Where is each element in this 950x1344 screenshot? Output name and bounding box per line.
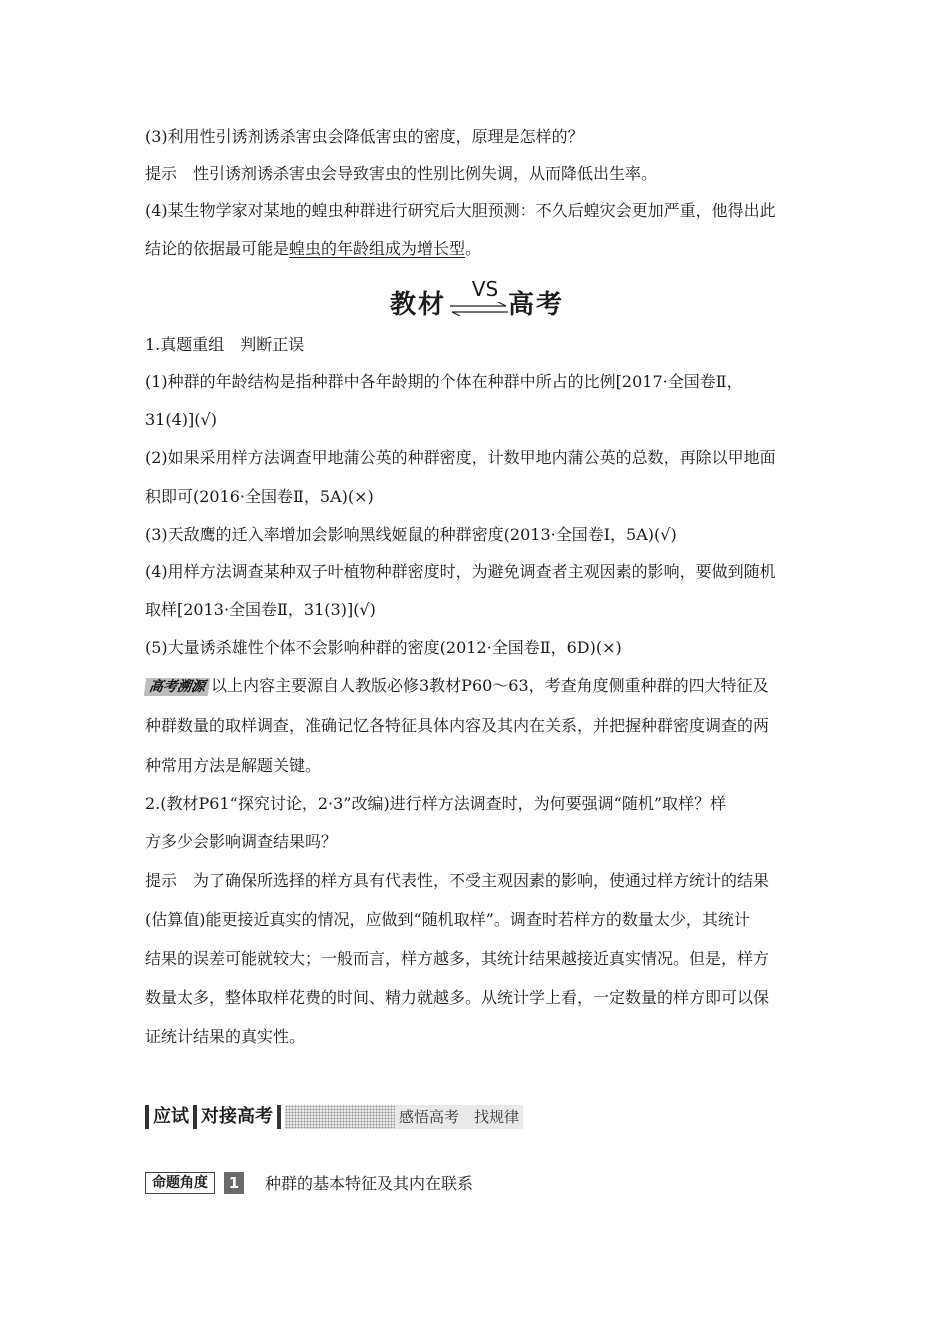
item2-line1: (2)如果采用样方法调查甲地蒲公英的种群密度，计数甲地内蒲公英的总数，再除以甲地面 (145, 448, 776, 467)
source-line2: 种群数量的取样调查，准确记忆各特征具体内容及其内在关系，并把握种群密度调查的两 (145, 716, 770, 735)
section1-title: 1.真题重组 判断正误 (145, 335, 305, 354)
angle-number: 1 (224, 1172, 244, 1194)
q2-line2: 方多少会影响调查结果吗？ (145, 832, 338, 851)
source-badge: 高考溯源 (144, 678, 211, 696)
section-subtitle: 感悟高考 找规律 (395, 1105, 523, 1129)
proposition-angle (145, 1170, 645, 1196)
q4-text: 结论的依据最可能是 (145, 239, 290, 258)
section-header (145, 1103, 525, 1131)
q2-hint-line1: 提示 为了确保所选择的样方具有代表性，不受主观因素的影响，使通过样方统计的结果 (145, 871, 770, 890)
item1-line2: 31(4)](√) (145, 410, 217, 429)
source-line1 (145, 676, 825, 696)
vs-left-label: 教材 (390, 290, 447, 320)
angle-title: 种群的基本特征及其内在联系 (265, 1174, 474, 1193)
q4-question-line1: (4)某生物学家对某地的蝗虫种群进行研究后大胆预测：不久后蝗灾会更加严重，他得出此 (145, 201, 776, 220)
q4-question-line2 (145, 239, 825, 259)
item4-line1: (4)用样方法调查某种双子叶植物种群密度时，为避免调查者主观因素的影响，要做到随机 (145, 562, 776, 581)
section-bar-right (277, 1105, 281, 1129)
q3-hint: 提示 性引诱剂诱杀害虫会导致害虫的性别比例失调，从而降低出生率。 (145, 164, 658, 183)
angle-label: 命题角度 (145, 1172, 215, 1194)
q4-answer-underlined: 蝗虫的年龄组成为增长型 (289, 239, 466, 258)
q2-hint-line5: 证统计结果的真实性。 (145, 1027, 306, 1046)
item1-line1: (1)种群的年龄结构是指种群中各年龄期的个体在种群中所占的比例[2017·全国卷Ⅱ， (145, 372, 743, 391)
double-arrow-icon (448, 302, 510, 316)
source-text: 以上内容主要源自人教版必修3教材P60～63，考查角度侧重种群的四大特征及 (211, 676, 769, 695)
q2-line1: 2.(教材P61“探究讨论，2·3”改编)进行样方法调查时，为何要强调“随机”取样？样 (145, 794, 727, 813)
q4-period: 。 (465, 239, 482, 258)
source-line3: 种常用方法是解题关键。 (145, 756, 322, 775)
vs-banner (390, 277, 570, 330)
q3-question: (3)利用性引诱剂诱杀害虫会降低害虫的密度，原理是怎样的？ (145, 127, 584, 146)
vs-top-label: VS (471, 277, 499, 301)
q2-hint-line3: 结果的误差可能就较大；一般而言，样方越多，其统计结果越接近真实情况。但是，样方 (145, 949, 770, 968)
section-part2: 对接高考 (201, 1106, 273, 1127)
item4-line2: 取样[2013·全国卷Ⅱ，31(3)](√) (145, 600, 376, 619)
q2-hint-line2: (估算值)能更接近真实的情况，应做到“随机取样”。调查时若样方的数量太少，其统计 (145, 910, 750, 929)
section-bar-left (145, 1105, 149, 1129)
section-bar-mid (193, 1105, 197, 1129)
q2-hint-line4: 数量太多，整体取样花费的时间、精力就越多。从统计学上看，一定数量的样方即可以保 (145, 988, 770, 1007)
section-part1: 应试 (153, 1106, 189, 1127)
item2-line2: 积即可(2016·全国卷Ⅱ，5A)(×) (145, 487, 374, 506)
item5: (5)大量诱杀雄性个体不会影响种群的密度(2012·全国卷Ⅱ，6D)(×) (145, 638, 622, 657)
vs-right-label: 高考 (508, 290, 565, 320)
item3: (3)天敌鹰的迁入率增加会影响黑线姬鼠的种群密度(2013·全国卷Ⅰ，5A)(√) (145, 525, 677, 544)
